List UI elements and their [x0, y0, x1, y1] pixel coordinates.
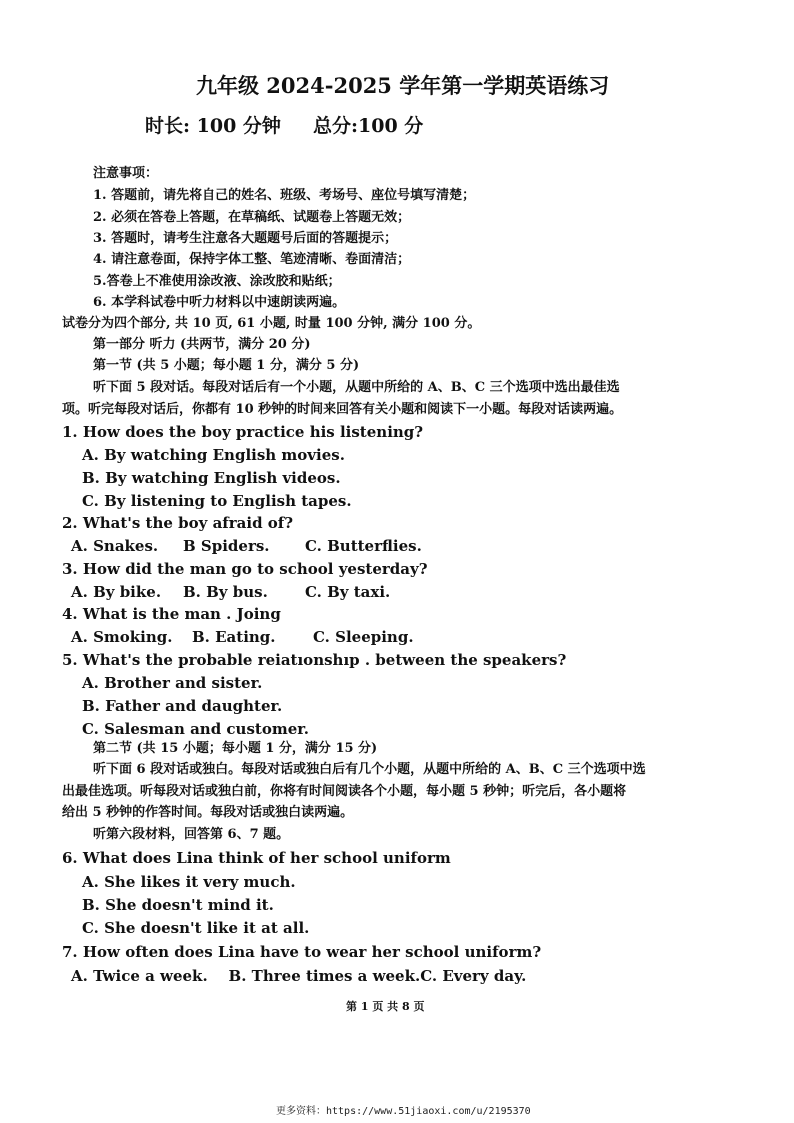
question-6-option-a: A. She likes it very much.	[82, 873, 296, 891]
notice-heading: 注意事项：	[93, 166, 159, 181]
notice-summary: 试卷分为四个部分, 共 10 页, 61 小题, 时量 100 分钟, 满分 100 分。	[62, 316, 481, 331]
question-4-option-c: C. Sleeping.	[313, 628, 414, 646]
notice-item: 6. 本学科试卷中听力材料以中速朗读两遍。	[93, 295, 346, 310]
exam-title: 九年级 2024-2025 学年第一学期英语练习	[196, 73, 610, 98]
question-5-stem: 5. What's the probable reiatıonshıp . between the speakers?	[62, 651, 567, 669]
question-3-stem: 3. How did the man go to school yesterday?	[62, 560, 428, 578]
question-1-stem: 1. How does the boy practice his listening?	[62, 423, 424, 441]
question-6-option-b: B. She doesn't mind it.	[82, 896, 274, 914]
section1-heading: 第一节 (共 5 小题；每小题 1 分，满分 5 分)	[93, 358, 360, 373]
exam-duration: 时长: 100 分钟	[145, 115, 281, 137]
page-number: 第 1 页 共 8 页	[346, 1000, 425, 1013]
question-6-option-c: C. She doesn't like it at all.	[82, 919, 310, 937]
question-6-stem: 6. What does Lina think of her school uniform	[62, 849, 451, 867]
question-3-option-c: C. By taxi.	[305, 583, 391, 601]
question-2-option-c: C. Butterflies.	[305, 537, 422, 555]
question-4-stem: 4. What is the man . Joing	[62, 605, 281, 623]
question-3-option-b: B. By bus.	[183, 583, 268, 601]
notice-item: 3. 答题时，请考生注意各大题题号后面的答题提示；	[93, 231, 398, 246]
question-5-option-b: B. Father and daughter.	[82, 697, 283, 715]
question-7-options: A. Twice a week. B. Three times a week.C. Every day.	[71, 967, 527, 985]
question-4-option-b: B. Eating.	[192, 628, 276, 646]
section2-material-note: 听第六段材料，回答第 6、7 题。	[93, 827, 290, 842]
source-link[interactable]: 更多资料：https://www.51jiaoxi.com/u/2195370	[276, 1106, 531, 1117]
part1-heading: 第一部分 听力 (共两节，满分 20 分)	[93, 337, 311, 352]
section2-instructions-line: 听下面 6 段对话或独白。每段对话或独白后有几个小题，从题中所给的 A、B、C 三个选项中选	[93, 762, 646, 777]
question-4-option-a: A. Smoking.	[71, 628, 173, 646]
section2-instructions-line: 出最佳选项。听每段对话或独白前，你将有时间阅读各个小题，每小题 5 秒钟；听完后，各小题将	[62, 784, 627, 799]
notice-item: 2. 必须在答卷上答题，在草稿纸、试题卷上答题无效；	[93, 210, 411, 225]
question-5-option-a: A. Brother and sister.	[82, 674, 263, 692]
notice-item: 4. 请注意卷面，保持字体工整、笔迹清晰、卷面清洁；	[93, 252, 411, 267]
question-1-option-a: A. By watching English movies.	[82, 446, 345, 464]
exam-total-score: 总分:100 分	[313, 115, 424, 137]
section2-heading: 第二节 (共 15 小题；每小题 1 分，满分 15 分)	[93, 741, 378, 756]
question-7-stem: 7. How often does Lina have to wear her school uniform?	[62, 943, 542, 961]
question-2-option-a: A. Snakes.	[71, 537, 159, 555]
question-1-option-c: C. By listening to English tapes.	[82, 492, 352, 510]
question-1-option-b: B. By watching English videos.	[82, 469, 341, 487]
section1-instructions-line: 项。听完每段对话后，你都有 10 秒钟的时间来回答有关小题和阅读下一小题。每段对话读两遍。	[62, 402, 623, 417]
notice-item: 1. 答题前，请先将自己的姓名、班级、考场号、座位号填写清楚；	[93, 188, 476, 203]
question-3-option-a: A. By bike.	[71, 583, 162, 601]
question-5-option-c: C. Salesman and customer.	[82, 720, 309, 738]
notice-item: 5.答卷上不准使用涂改液、涂改胶和贴纸；	[93, 274, 341, 289]
section2-instructions-line: 给出 5 秒钟的作答时间。每段对话或独白读两遍。	[62, 805, 354, 820]
section1-instructions-line: 听下面 5 段对话。每段对话后有一个小题，从题中所给的 A、B、C 三个选项中选出最佳选	[93, 380, 620, 395]
question-2-stem: 2. What's the boy afraid of?	[62, 514, 294, 532]
question-2-option-b: B Spiders.	[183, 537, 270, 555]
